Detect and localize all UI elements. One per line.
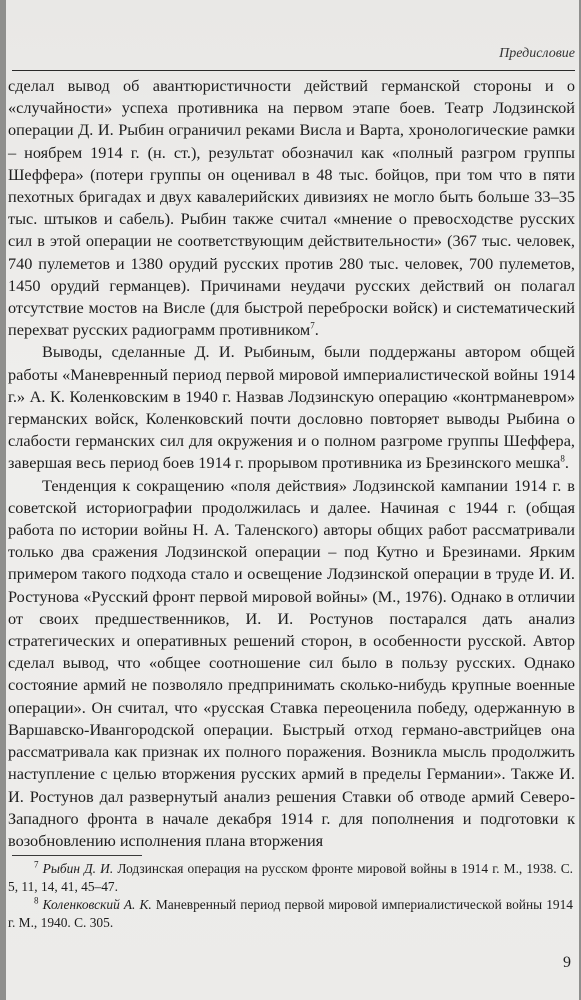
page-header [12, 44, 575, 71]
paragraph-text: Тенденция к сокращению «поля действия» Лодзинской кампании 1914 г. в советской историографии продолжилась и далее. Начиная с 1944 г. (общая работа по истории войны Н. А. Таленского) авторы общих работ рассматривали только два сражения Лодзинской операции – под Кутно и Брезинами. Ярким примером такого подхода стало и освещение Лодзинской операции в труде И. И. Ростунова «Русский фронт первой мировой войны» (М., 1976). Однако в отличии от своих предшественников, И. И. Ростунов постарался дать анализ стратегических и оперативных решений сторон, в особенности русской. Автор сделал вывод, что «общее соотношение сил было в пользу русских. Однако состояние армий не позволяло предпринимать сколько-нибудь крупные военные операции». Он считал, что «русская Ставка переоценила победу, одержанную в Варшавско-Ивангородской операции. Быстрый отход германо-австрийцев она рассматривала как признак их полного поражения. Возникла мысль продолжить наступление с целью вторжения русских армий в пределы Германии». Также И. И. Ростунов дал развернутый анализ решения Ставки об отводе армий Северо-Западного фронта в начале декабря 1914 г. для пополнения и подготовки к возобновлению исполнения плана вторжения [8, 475, 575, 850]
footnote-ref: 8 [560, 454, 565, 465]
footnote-number: 8 [34, 895, 39, 906]
paragraph-1: сделал вывод об авантюристичности действий германской стороны и о «случайности» успеха противника на первом этапе боев. Театр Лодзинской операции Д. И. Рыбин ограничил реками Висла и Варта, хронологические рамки – ноябрем 1914 г. (н. ст.), результат обозначил как «полный разгром группы Шеффера» (потери группы он оценивал в 48 тыс. бойцов, при том что в пяти пехотных бригадах и двух кавалерийских дивизиях не могло быть больше 33–35 тыс. штыков и сабель). Рыбин также считал «мнение о превосходстве русских сил в этой операции не соответствующим действительности» (367 тыс. человек, 740 пулеметов и 1380 орудий русских против 280 тыс. человек, 700 пулеметов, 1450 орудий германцев). Причинами неудачи русских действий он полагал отсутствие мостов на Висле (для быстрой переброски войск) и систематический перехват русских радиограмм противником$^7$. [8, 76, 575, 340]
book-page [6, 0, 579, 1000]
main-text [8, 75, 575, 852]
footnote-text: Маневренный период первой мировой империалистической войны 1914 г. М., 1940. С. 305. [8, 897, 573, 930]
paragraph-2: Выводы, сделанные Д. И. Рыбиным, были поддержаны автором общей работы «Маневренный период первой мировой империалистической войны 1914 г.» А. К. Коленковским в 1940 г. Назвав Лодзинскую операцию «контрманевром» германских войск, Коленковский почти дословно повторяет выводы Рыбина о слабости германских сил для окружения и о полном разгроме группы Шеффера, завершая весь период боев 1914 г. прорывом противника из Брезинского мешка$^8$. [8, 342, 575, 473]
footnotes [8, 860, 573, 932]
footnote-author: Коленковский А. К. [42, 897, 152, 912]
page-number: 9 [563, 954, 571, 971]
paragraph-text: сделал вывод об авантюристичности действий германской стороны и о «случайности» успеха противника на первом этапе боев. Театр Лодзинской операции Д. И. Рыбин ограничил реками Висла и Варта, хронологические рамки – ноябрем 1914 г. (н. ст.), результат обозначил как «полный разгром группы Шеффера» (потери группы он оценивал в 48 тыс. бойцов, при том что в пяти пехотных бригадах и двух кавалерийских дивизиях не могло быть больше 33–35 тыс. штыков и сабель). Рыбин также считал «мнение о превосходстве русских сил в этой операции не соответствующим действительности» (367 тыс. человек, 740 пулеметов и 1380 орудий русских против 280 тыс. человек, 700 пулеметов, 1450 орудий германцев). Причинами неудачи русских действий он полагал отсутствие мостов на Висле (для быстрой переброски войск) и систематический перехват русских радиограмм противником [8, 76, 575, 340]
footnote-ref: 7 [310, 320, 315, 331]
footnote-divider [12, 855, 142, 856]
footnote-author: Рыбин Д. И. [42, 861, 114, 876]
paragraph-3 [8, 475, 575, 852]
footnote [8, 860, 573, 895]
paragraph-text: Выводы, сделанные Д. И. Рыбиным, были поддержаны автором общей работы «Маневренный период первой мировой империалистической войны 1914 г.» А. К. Коленковским в 1940 г. Назвав Лодзинскую операцию «контрманевром» германских войск, Коленковский почти дословно повторяет выводы Рыбина о слабости германских сил для окружения и о полном разгроме группы Шеффера, завершая весь период боев 1914 г. прорывом противника из Брезинского мешка [8, 342, 575, 473]
footnote-text: Лодзинская операция на русском фронте мировой войны в 1914 г. М., 1938. С. 5, 11, 14, 41, 45–47. [8, 861, 573, 894]
running-head: Предисловие [499, 46, 575, 61]
footnote-number: 7 [34, 859, 39, 870]
footnote [8, 896, 573, 931]
